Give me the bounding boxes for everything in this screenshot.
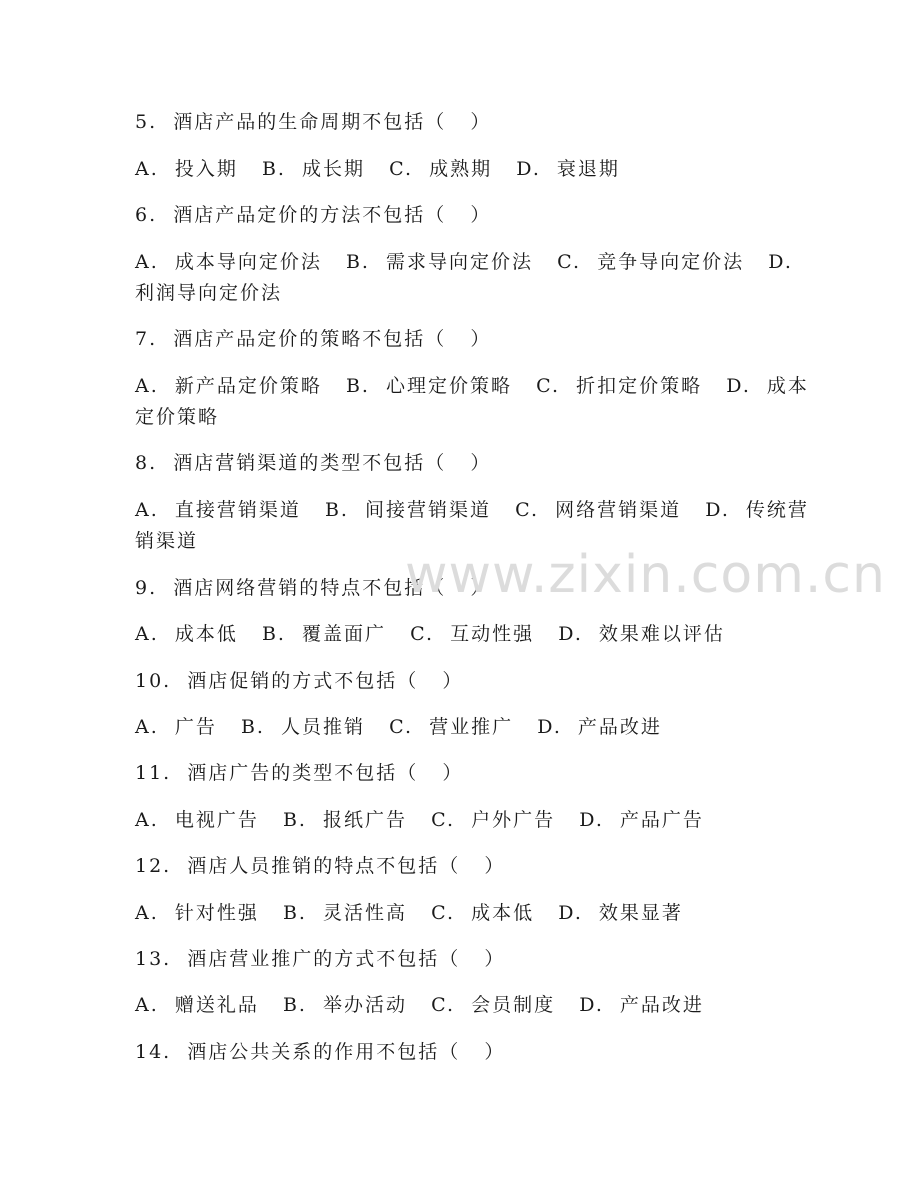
question-9-options: A. 成本低 B. 覆盖面广 C. 互动性强 D. 效果难以评估 [135,623,725,645]
question-10-stem: 10. 酒店促销的方式不包括（ ） [135,670,464,692]
question-5-options: A. 投入期 B. 成长期 C. 成熟期 D. 衰退期 [135,158,620,180]
question-13-options: A. 赠送礼品 B. 举办活动 C. 会员制度 D. 产品改进 [135,994,704,1016]
question-11-stem: 11. 酒店广告的类型不包括（ ） [135,762,464,784]
question-12-stem: 12. 酒店人员推销的特点不包括（ ） [135,855,506,877]
question-7-options-continued: 定价策略 [135,406,220,428]
question-6-options: A. 成本导向定价法 B. 需求导向定价法 C. 竞争导向定价法 D. [135,251,793,273]
question-14-stem: 14. 酒店公共关系的作用不包括（ ） [135,1041,506,1063]
question-7-options: A. 新产品定价策略 B. 心理定价策略 C. 折扣定价策略 D. 成本 [135,375,809,397]
question-9-stem: 9. 酒店网络营销的特点不包括（ ） [135,577,492,599]
question-11-options: A. 电视广告 B. 报纸广告 C. 户外广告 D. 产品广告 [135,809,704,831]
watermark: www.zixin.com.cn [405,545,886,605]
question-8-options-continued: 销渠道 [135,530,199,552]
question-6-stem: 6. 酒店产品定价的方法不包括（ ） [135,204,492,226]
question-13-stem: 13. 酒店营业推广的方式不包括（ ） [135,948,506,970]
question-5-stem: 5. 酒店产品的生命周期不包括（ ） [135,111,492,133]
question-8-options: A. 直接营销渠道 B. 间接营销渠道 C. 网络营销渠道 D. 传统营 [135,499,809,521]
question-7-stem: 7. 酒店产品定价的策略不包括（ ） [135,328,492,350]
question-12-options: A. 针对性强 B. 灵活性高 C. 成本低 D. 效果显著 [135,902,683,924]
question-6-options-continued: 利润导向定价法 [135,282,283,304]
question-8-stem: 8. 酒店营销渠道的类型不包括（ ） [135,452,492,474]
question-10-options: A. 广告 B. 人员推销 C. 营业推广 D. 产品改进 [135,716,662,738]
